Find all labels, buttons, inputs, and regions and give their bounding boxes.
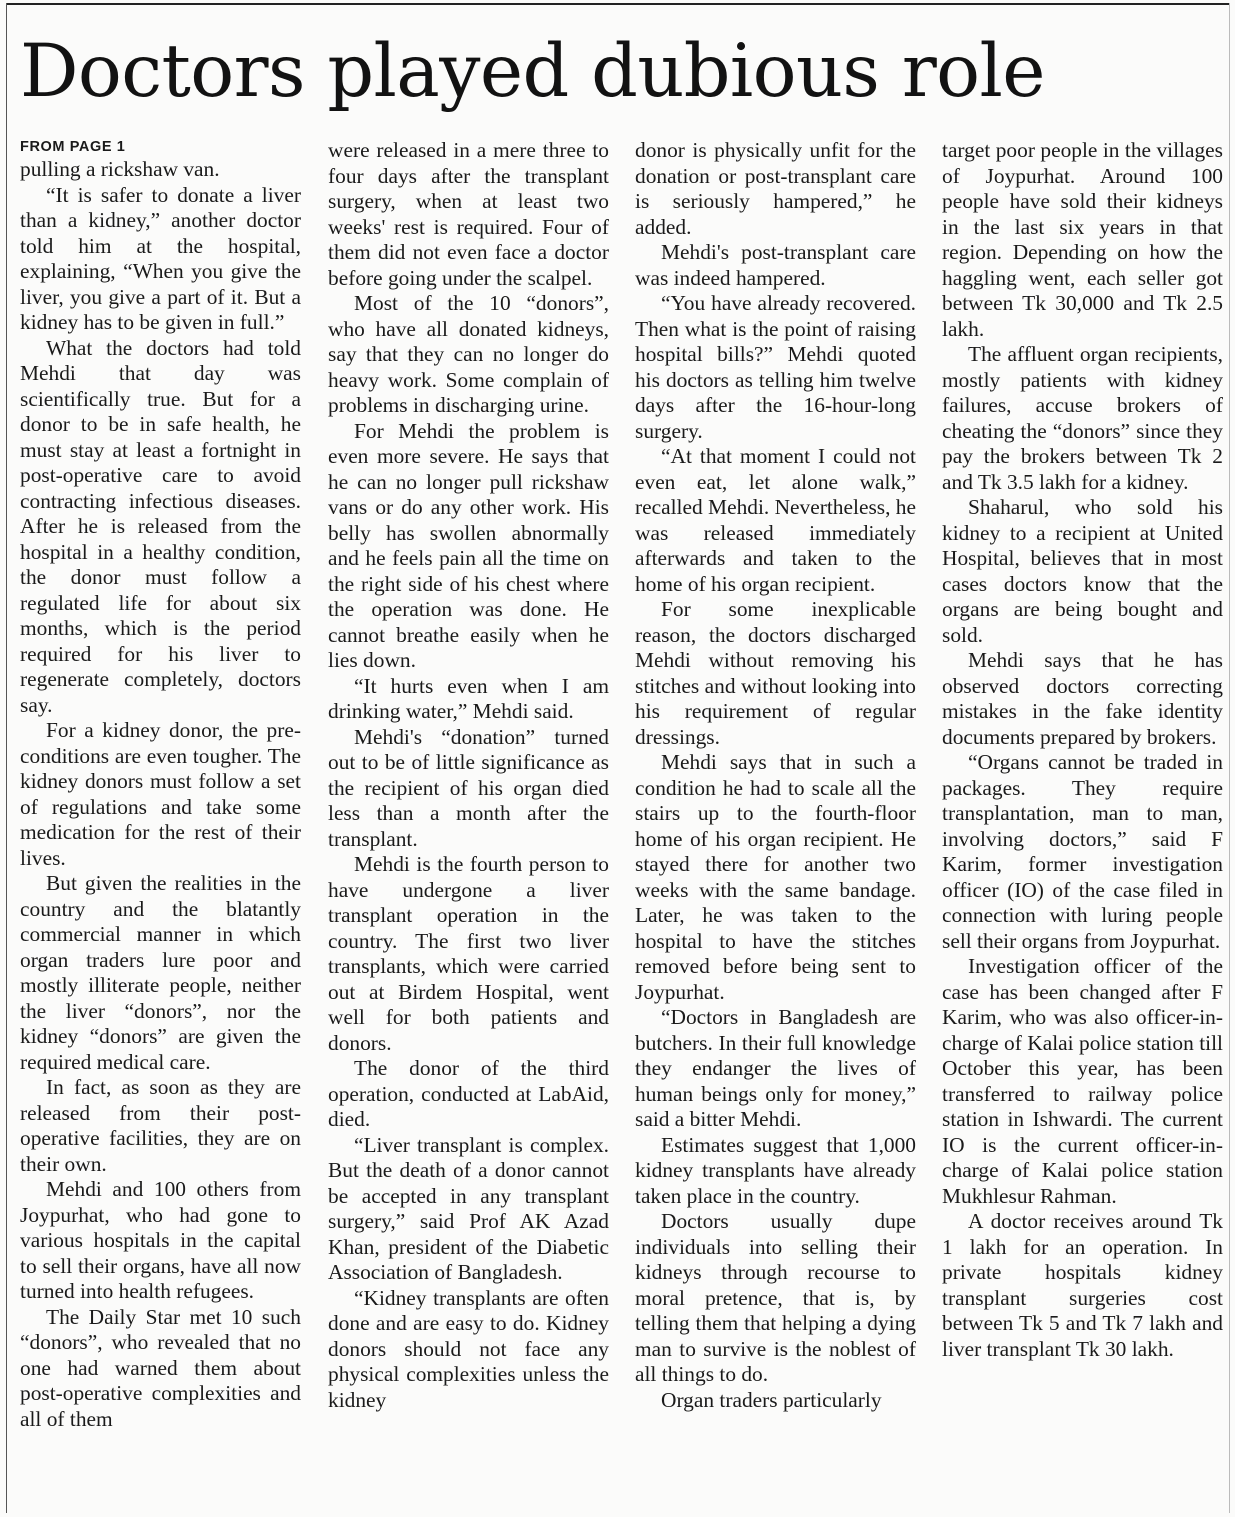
paragraph: “Doctors in Bangladesh are butchers. In their full knowledge they endanger the lives of human beings only for money,” said a bitter Mehdi. [635,1005,916,1131]
left-rule [6,3,7,1513]
paragraph: Organ traders particularly [661,1387,882,1412]
kicker: FROM PAGE 1 [20,139,126,155]
article-column-4 [942,138,1223,1516]
right-rule [1229,3,1230,1513]
paragraph: The affluent organ recipients, mostly patients with kidney failures, accuse brokers of cheating the “donors” since they pay the brokers between Tk 2 and Tk 3.5 lakh for a kidney. [942,342,1223,494]
article-column-3 [635,138,916,1516]
paragraph: In fact, as soon as they are released from their post-operative facilities, they are on their own. [20,1075,301,1176]
paragraph: pulling a rickshaw van. [20,157,220,181]
paragraph: “At that moment I could not even eat, let alone walk,” recalled Mehdi. Nevertheless, he was released immediately afterwards and taken to the home of his organ recipient. [635,444,916,596]
paragraph: For a kidney donor, the pre-conditions are even tougher. The kidney donors must follow a set of regulations and take some medication for the rest of their lives. [20,718,301,870]
paragraph: The Daily Star met 10 such “donors”, who revealed that no one had warned them about post-operative complexities and all of them [20,1304,301,1431]
paragraph: The donor of the third operation, conducted at LabAid, died. [328,1056,609,1131]
paragraph: “Organs cannot be traded in packages. They require transplantation, man to man, involving doctors,” said F Karim, former investigation officer (IO) of the case filed in connection with luring people sell their organs from Joypurhat. [942,750,1223,953]
paragraph: “It hurts even when I am drinking water,” Mehdi said. [328,673,609,723]
paragraph: Mehdi says that in such a condition he had to scale all the stairs up to the fourth-floor home of his organ recipient. He stayed there for another two weeks with the same bandage. Later, he was taken to the hospital to have the stitches removed before being sent to Joypurhat. [635,750,916,1004]
paragraph: were released in a mere three to four days after the transplant surgery, when at least two weeks' rest is required. Four of them did not even face a doctor before going under the scalpel. [328,138,609,290]
paragraph: “Kidney transplants are often done and are easy to do. Kidney donors should not face any physical complexities unless the kidney [328,1285,609,1412]
paragraph: But given the realities in the country and the blatantly commercial manner in which organ traders lure poor and mostly illiterate people, neither the liver “donors”, nor the kidney “donors” are given the required medical care. [20,871,301,1074]
paragraph: Estimates suggest that 1,000 kidney transplants have already taken place in the country. [635,1132,916,1208]
paragraph: Mehdi says that he has observed doctors correcting mistakes in the fake identity documents prepared by brokers. [942,648,1223,749]
paragraph: Doctors usually dupe individuals into selling their kidneys through recourse to moral pretence, that is, by telling them that helping a dying man to survive is the noblest of all things to do. [635,1209,916,1386]
paragraph: Mehdi and 100 others from Joypurhat, who had gone to various hospitals in the capital to sell their organs, have all now turned into health refugees. [20,1177,301,1303]
paragraph: “You have already recovered. Then what is the point of raising hospital bills?” Mehdi quoted his doctors as telling him twelve days after the 16-hour-long surgery. [635,291,916,443]
paragraph: Shaharul, who sold his kidney to a recipient at United Hospital, believes that in most cases doctors know that the organs are being bought and sold. [942,495,1223,647]
paragraph: Mehdi's post-transplant care was indeed hampered. [635,240,916,290]
paragraph: “Liver transplant is complex. But the death of a donor cannot be accepted in any transplant surgery,” said Prof AK Azad Khan, president of the Diabetic Association of Bangladesh. [328,1132,609,1284]
paragraph: Mehdi is the fourth person to have undergone a liver transplant operation in the country. The first two liver transplants, which were carried out at Birdem Hospital, went well for both patients and donors. [328,852,609,1055]
paragraph: Investigation officer of the case has been changed after F Karim, who was also officer-in-charge of Kalai police station till October this year, has been transferred to railway police station in Ishwardi. The current IO is the current officer-in-charge of Kalai police station Mukhlesur Rahman. [942,954,1223,1208]
article-column-1 [20,138,301,1516]
top-rule [6,3,1229,5]
paragraph: donor is physically unfit for the donation or post-transplant care is seriously hampered,” he added. [635,138,916,239]
paragraph: Mehdi's “donation” turned out to be of little significance as the recipient of his organ died less than a month after the transplant. [328,724,609,851]
headline: Doctors played dubious role [20,29,1045,114]
paragraph: For some inexplicable reason, the doctors discharged Mehdi without removing his stitches and without looking into his requirement of regular dressings. [635,597,916,749]
article-column-2 [328,138,609,1516]
paragraph: “It is safer to donate a liver than a kidney,” another doctor told him at the hospital, explaining, “When you give the liver, you give a part of it. But a kidney has to be given in full.” [20,182,301,334]
paragraph: A doctor receives around Tk 1 lakh for an operation. In private hospitals kidney transplant surgeries cost between Tk 5 and Tk 7 lakh and liver transplant Tk 30 lakh. [942,1209,1223,1361]
paragraph: Most of the 10 “donors”, who have all donated kidneys, say that they can no longer do heavy work. Some complain of problems in discharging urine. [328,291,609,417]
paragraph: What the doctors had told Mehdi that day was scientifically true. But for a donor to be in safe health, he must stay at least a fortnight in post-operative care to avoid contracting infectious diseases. After he is released from the hospital in a healthy condition, the donor must follow a regulated life for about six months, which is the period required for his liver to regenerate completely, doctors say. [20,335,301,717]
paragraph: target poor people in the villages of Joypurhat. Around 100 people have sold their kidneys in the last six years in that region. Depending on how the haggling went, each seller got between Tk 30,000 and Tk 2.5 lakh. [942,138,1223,341]
paragraph: For Mehdi the problem is even more severe. He says that he can no longer pull rickshaw vans or do any other work. His belly has swollen abnormally and he feels pain all the time on the right side of his chest where the operation was done. He cannot breathe easily when he lies down. [328,418,609,672]
